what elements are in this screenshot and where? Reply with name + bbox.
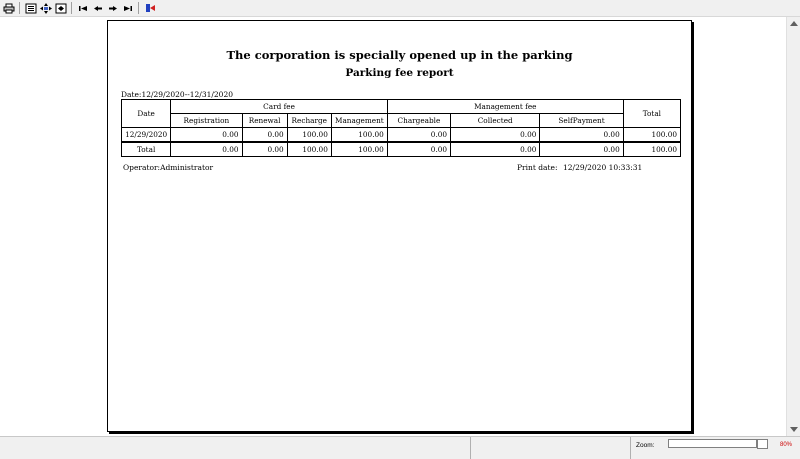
export-button[interactable]: [143, 2, 156, 15]
report-page: [107, 20, 692, 432]
report-subtitle: Parking fee report: [345, 67, 454, 79]
first-page-icon: [77, 3, 89, 14]
header-card-fee: Card fee: [171, 100, 388, 114]
header-management: Management: [331, 114, 387, 128]
table-row: [122, 128, 681, 143]
fee-table: [121, 99, 681, 157]
previous-page-button[interactable]: [91, 2, 104, 15]
header-date: Date: [122, 100, 171, 128]
total-row: [122, 142, 681, 157]
toolbar: [0, 0, 800, 17]
zoom-slider-track[interactable]: [668, 439, 757, 448]
last-page-button[interactable]: [121, 2, 134, 15]
row-selfpayment: 0.00: [540, 128, 623, 143]
total-registration: 0.00: [171, 142, 242, 157]
zoom-fit-icon: [40, 3, 52, 14]
report-title: The corporation is specially opened up in the parking: [226, 48, 573, 62]
status-panel: [470, 437, 630, 459]
header-row-group: [122, 100, 681, 114]
zoom-slider-handle[interactable]: [757, 439, 768, 449]
toolbar-separator: [138, 2, 139, 14]
page-setup-icon: [25, 3, 37, 14]
export-icon: [144, 3, 156, 14]
next-page-button[interactable]: [106, 2, 119, 15]
first-page-button[interactable]: [76, 2, 89, 15]
zoom-label: Zoom:: [636, 442, 655, 449]
print-button[interactable]: [2, 2, 15, 15]
total-total: 100.00: [623, 142, 680, 157]
header-collected: Collected: [451, 114, 540, 128]
row-collected: 0.00: [451, 128, 540, 143]
row-chargeable: 0.00: [387, 128, 450, 143]
row-total: 100.00: [623, 128, 680, 143]
total-chargeable: 0.00: [387, 142, 450, 157]
vertical-scrollbar[interactable]: [786, 17, 800, 436]
total-selfpayment: 0.00: [540, 142, 623, 157]
row-management: 100.00: [331, 128, 387, 143]
header-chargeable: Chargeable: [387, 114, 450, 128]
total-renewal: 0.00: [242, 142, 287, 157]
zoom-whole-button[interactable]: [54, 2, 67, 15]
print-icon: [3, 3, 15, 14]
preview-area[interactable]: [0, 17, 786, 436]
page-setup-button[interactable]: [24, 2, 37, 15]
total-label: Total: [122, 142, 171, 157]
row-recharge: 100.00: [287, 128, 331, 143]
zoom-whole-icon: [55, 3, 67, 14]
total-collected: 0.00: [451, 142, 540, 157]
header-registration: Registration: [171, 114, 242, 128]
date-range: Date:12/29/2020--12/31/2020: [121, 90, 233, 99]
status-bar: [0, 436, 800, 459]
header-total: Total: [623, 100, 680, 128]
row-renewal: 0.00: [242, 128, 287, 143]
header-selfpayment: SelfPayment: [540, 114, 623, 128]
row-date: 12/29/2020: [122, 128, 171, 143]
scroll-down-icon[interactable]: [790, 427, 798, 432]
print-date-label: Print date:: [517, 163, 558, 172]
row-registration: 0.00: [171, 128, 242, 143]
toolbar-separator: [71, 2, 72, 14]
toolbar-separator: [19, 2, 20, 14]
print-date-value: 12/29/2020 10:33:31: [563, 163, 643, 172]
operator-label: Operator:Administrator: [123, 163, 214, 172]
zoom-fit-button[interactable]: [39, 2, 52, 15]
total-management: 100.00: [331, 142, 387, 157]
total-recharge: 100.00: [287, 142, 331, 157]
zoom-value: 80%: [780, 442, 793, 448]
header-renewal: Renewal: [242, 114, 287, 128]
last-page-icon: [122, 3, 134, 14]
header-recharge: Recharge: [287, 114, 331, 128]
previous-page-icon: [92, 3, 104, 14]
header-row-sub: [122, 114, 681, 128]
scroll-up-icon[interactable]: [790, 21, 798, 26]
header-management-fee: Management fee: [387, 100, 623, 114]
next-page-icon: [107, 3, 119, 14]
